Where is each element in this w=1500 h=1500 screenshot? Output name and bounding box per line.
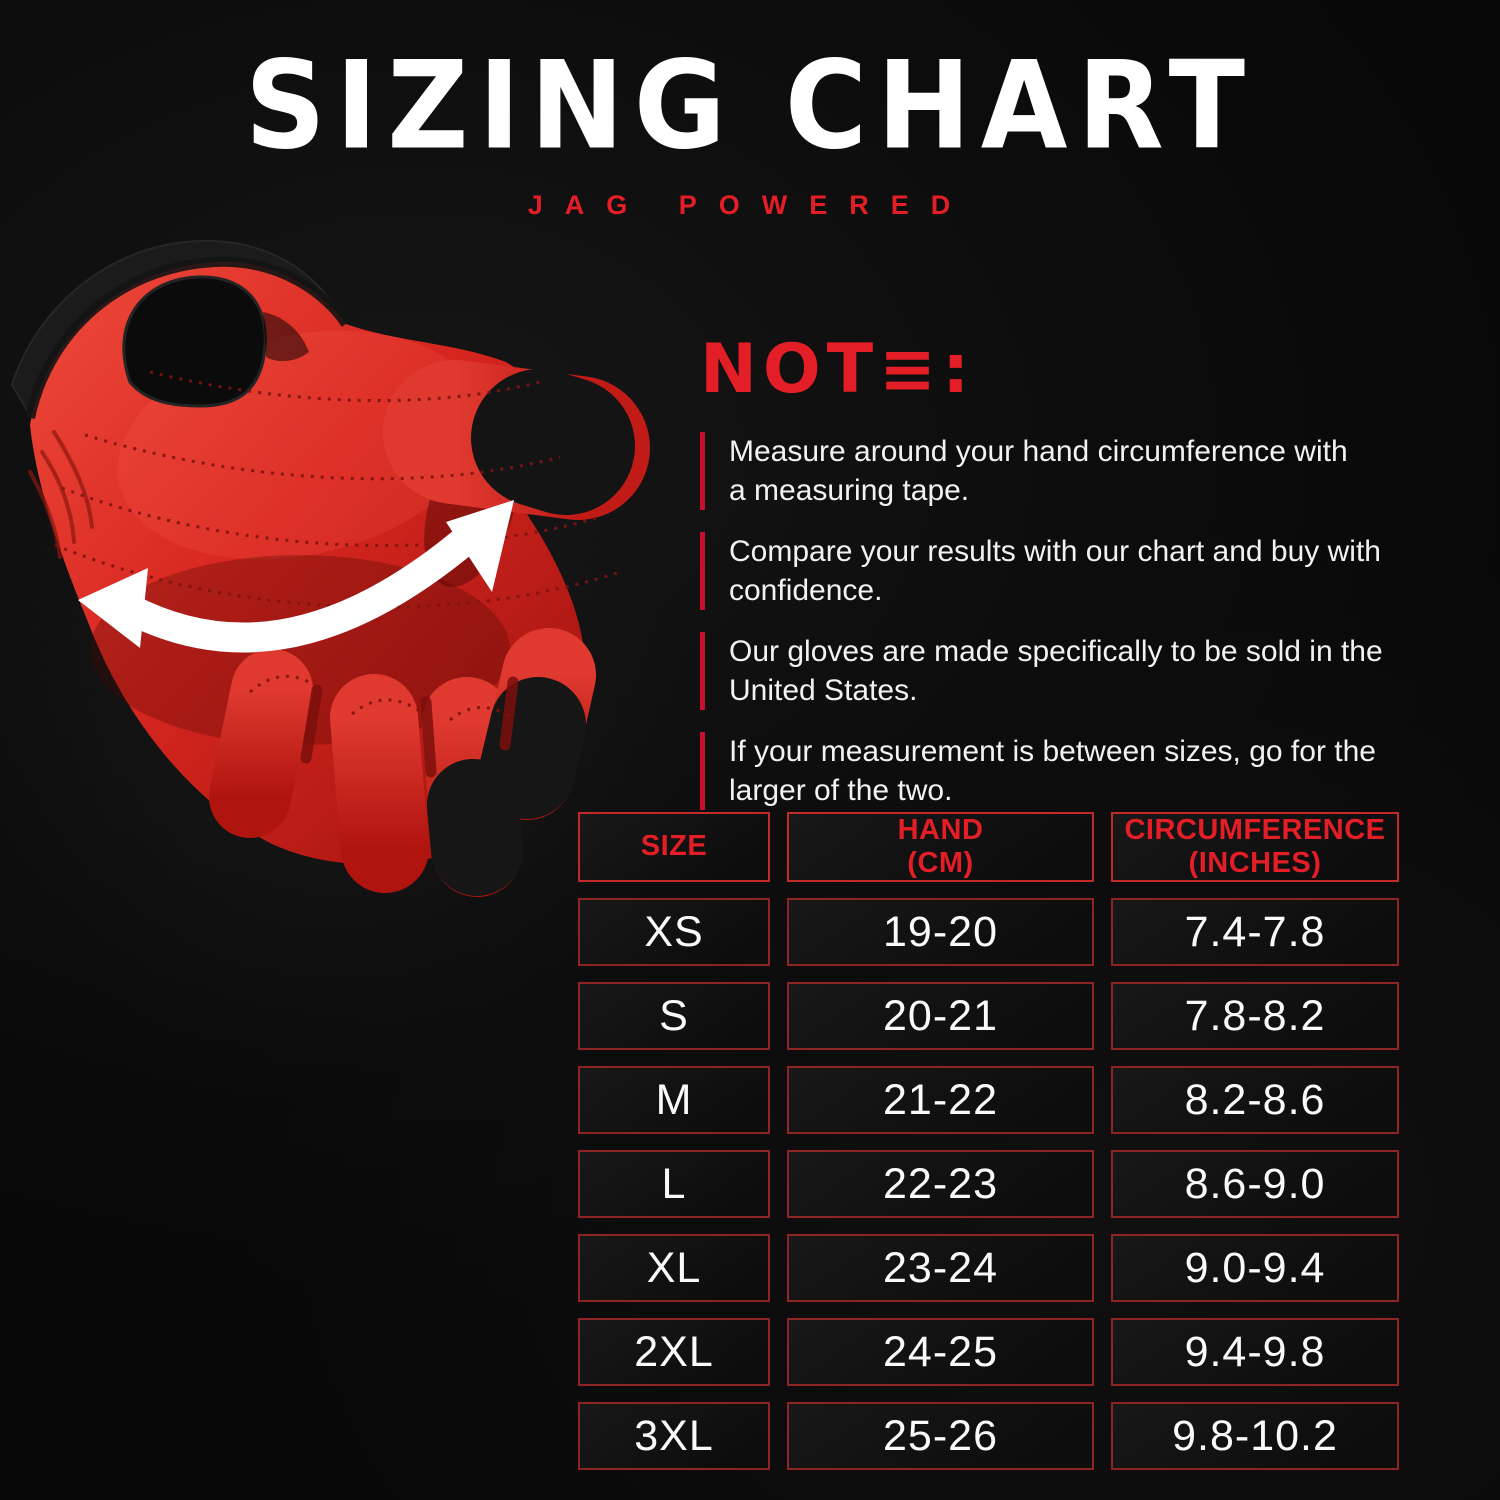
bullet-line: If your measurement is between sizes, go for the — [729, 735, 1376, 768]
table-header-size: SIZE — [578, 812, 770, 882]
table-cell-circ: 9.0-9.4 — [1111, 1234, 1399, 1302]
note-bullet — [700, 632, 1420, 710]
brand-subtitle: JAG POWERED — [527, 189, 973, 220]
note-bullets — [700, 432, 1420, 810]
table-cell-size: M — [578, 1066, 770, 1134]
table-cell-size: 2XL — [578, 1318, 770, 1386]
table-cell-hand: 25-26 — [787, 1402, 1094, 1470]
table-cell-circ: 7.4-7.8 — [1111, 898, 1399, 966]
bullet-line: Compare your results with our chart and buy with — [729, 535, 1381, 568]
bullet-line: a measuring tape. — [729, 474, 970, 507]
table-cell-circ: 7.8-8.2 — [1111, 982, 1399, 1050]
velcro-patch — [124, 277, 265, 406]
table-cell-size: XS — [578, 898, 770, 966]
table-cell-hand: 19-20 — [787, 898, 1094, 966]
table-cell-circ: 9.4-9.8 — [1111, 1318, 1399, 1386]
note-section — [700, 330, 1420, 832]
table-cell-hand: 23-24 — [787, 1234, 1094, 1302]
table-cell-circ: 8.6-9.0 — [1111, 1150, 1399, 1218]
table-cell-hand: 21-22 — [787, 1066, 1094, 1134]
table-cell-size: 3XL — [578, 1402, 770, 1470]
bullet-line: confidence. — [729, 574, 883, 607]
note-bullet — [700, 732, 1420, 810]
note-bullet — [700, 532, 1420, 610]
table-cell-hand: 22-23 — [787, 1150, 1094, 1218]
middle-finger-black-tip — [473, 805, 477, 850]
table-header-circumference: CIRCUMFERENCE (INCHES) — [1111, 812, 1399, 882]
note-bullet — [700, 432, 1420, 510]
table-cell-hand: 24-25 — [787, 1318, 1094, 1386]
glove-thumb-tip — [540, 438, 566, 446]
index-finger-black-tip — [527, 725, 538, 771]
note-heading: NOT≡: — [700, 330, 976, 409]
size-table — [578, 812, 1399, 1470]
bullet-line: United States. — [729, 674, 918, 707]
bullet-line: Our gloves are made specifically to be sold in the — [729, 635, 1383, 668]
table-cell-circ: 9.8-10.2 — [1111, 1402, 1399, 1470]
table-cell-size: L — [578, 1150, 770, 1218]
page-title: SIZING CHART — [244, 36, 1256, 177]
table-cell-size: XL — [578, 1234, 770, 1302]
table-cell-size: S — [578, 982, 770, 1050]
header — [0, 36, 1500, 221]
table-cell-circ: 8.2-8.6 — [1111, 1066, 1399, 1134]
bullet-line: larger of the two. — [729, 774, 953, 807]
table-cell-hand: 20-21 — [787, 982, 1094, 1050]
bullet-line: Measure around your hand circumference with — [729, 435, 1348, 468]
table-header-hand-cm: HAND (CM) — [787, 812, 1094, 882]
